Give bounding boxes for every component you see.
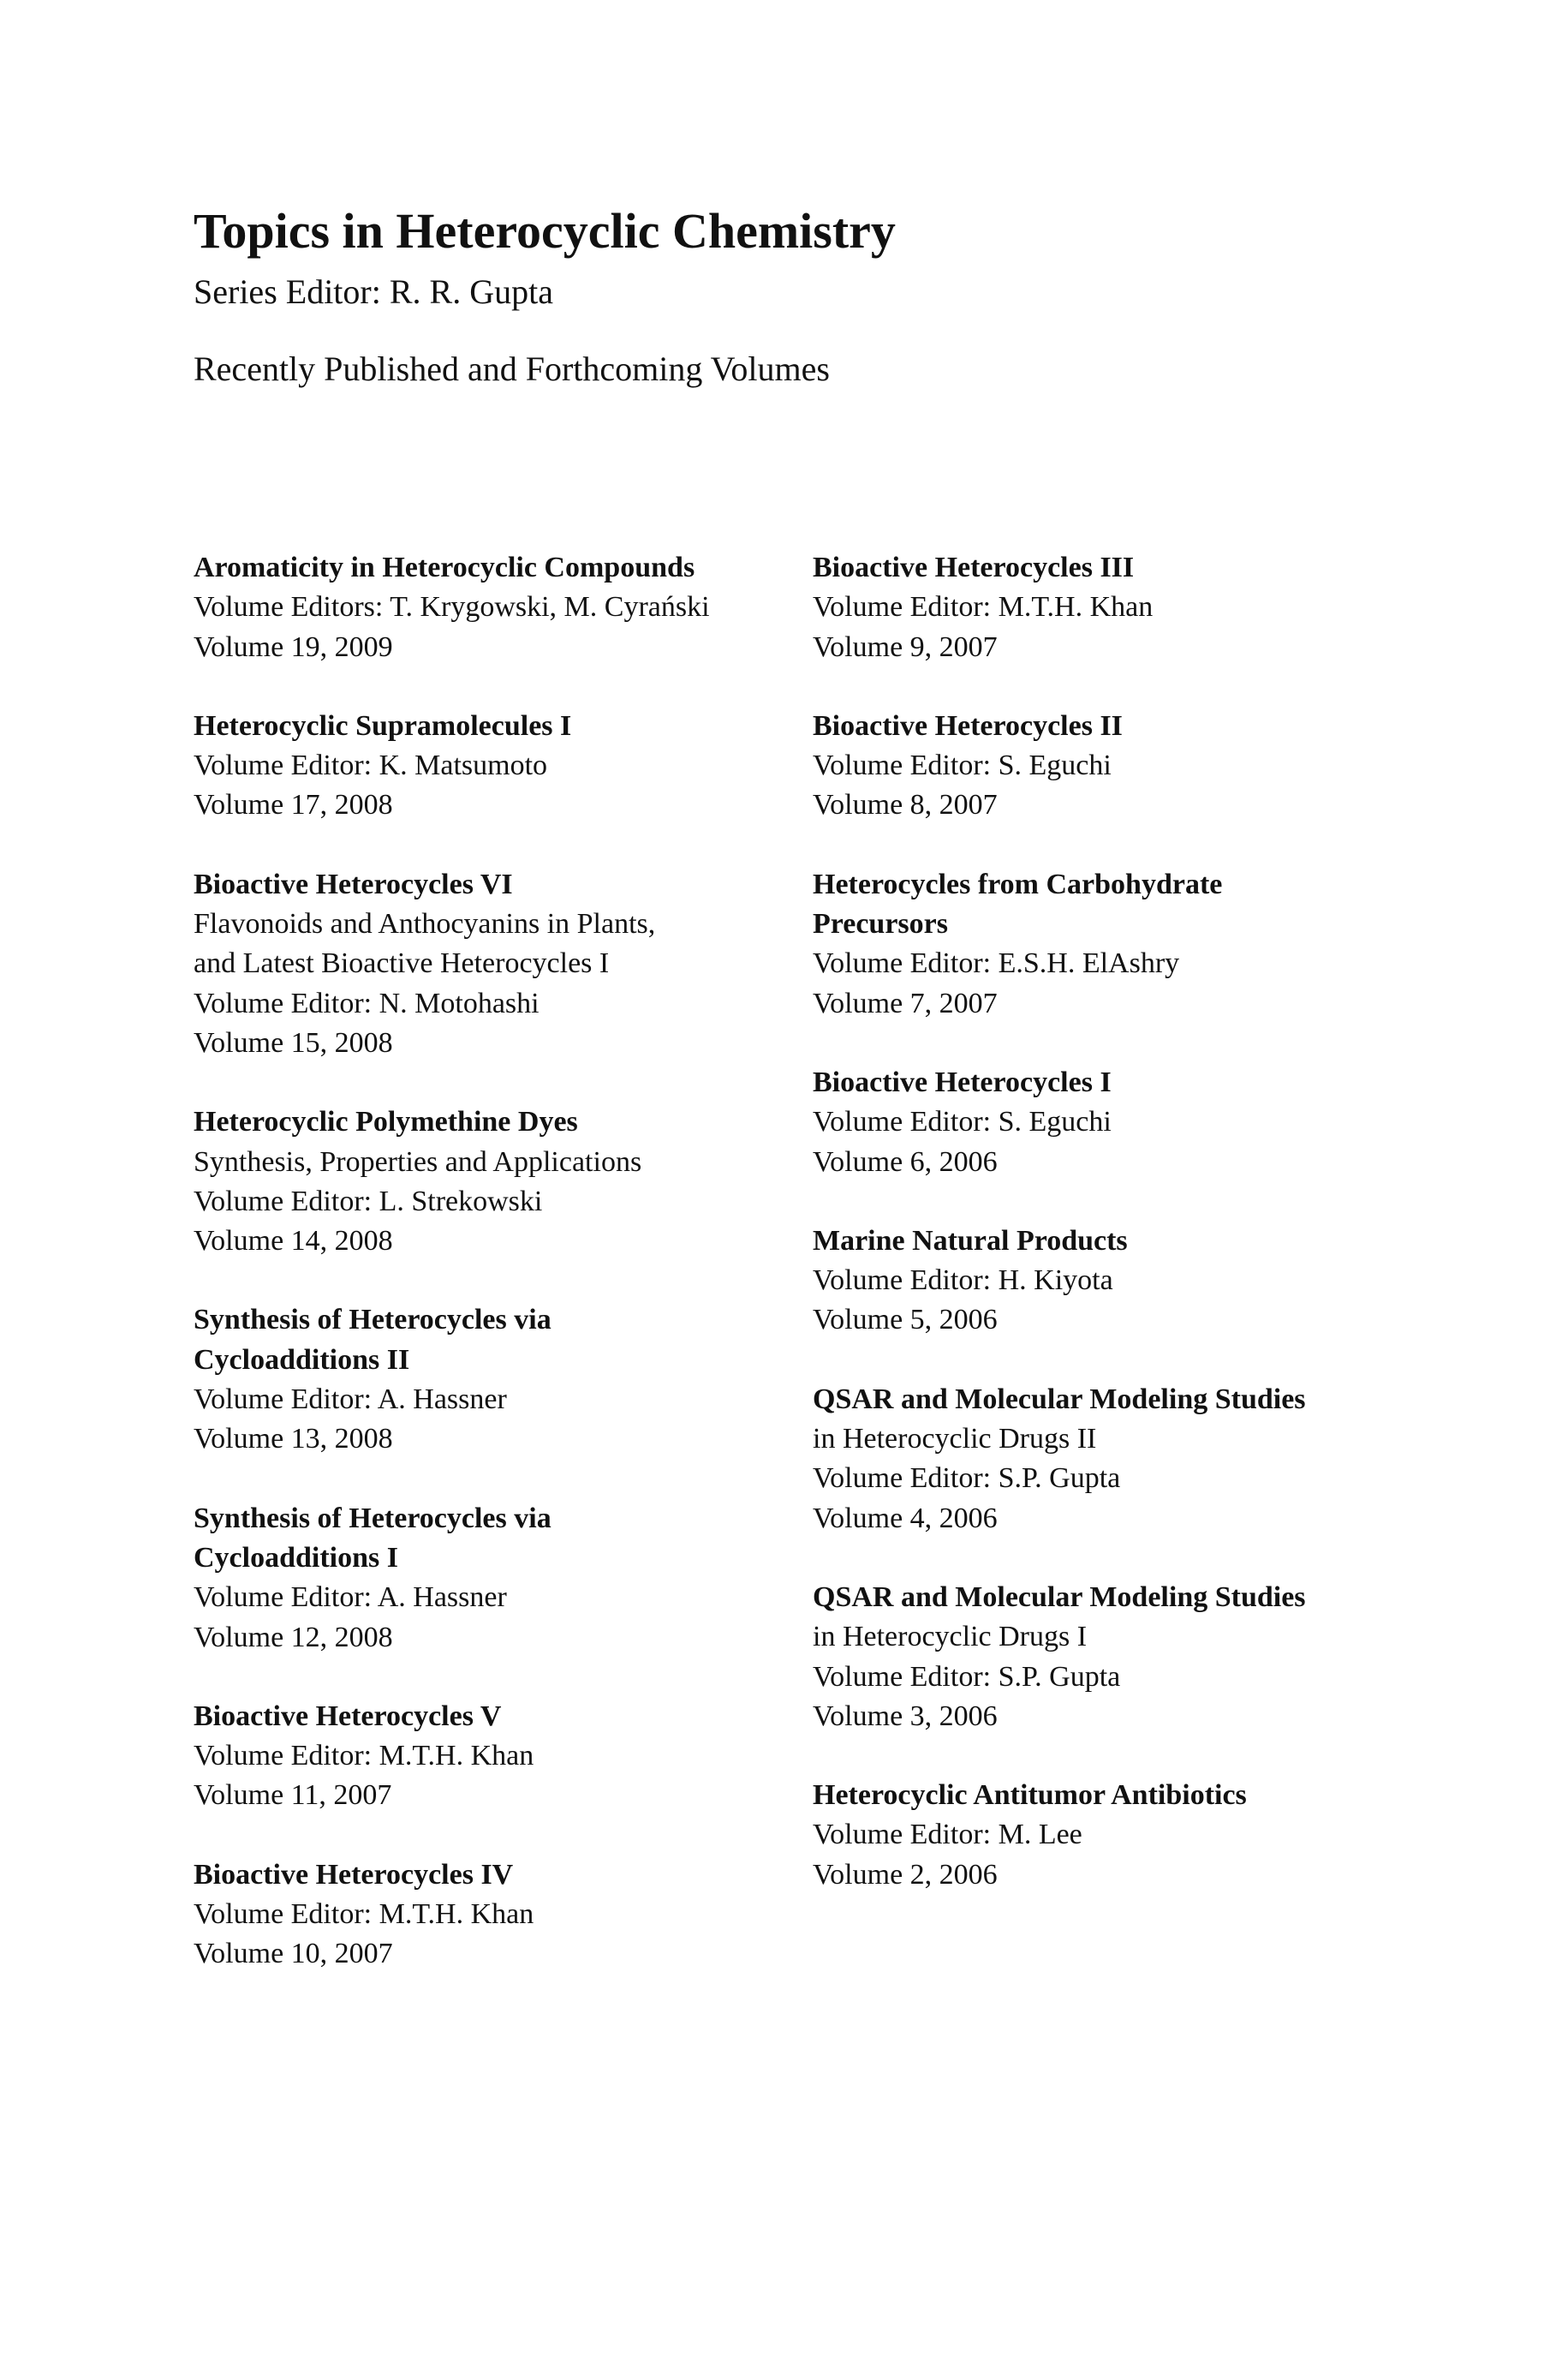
volume-entry <box>813 1380 1412 1539</box>
volume-title: Heterocycles from Carbohydrate <box>813 868 1223 900</box>
series-title: Topics in Heterocyclic Chemistry <box>194 203 896 259</box>
volume-title: Precursors <box>813 908 948 941</box>
volume-detail: Volume Editor: M.T.H. Khan <box>194 1898 534 1931</box>
volume-title: Heterocyclic Polymethine Dyes <box>194 1106 578 1138</box>
volume-entry <box>194 1300 793 1459</box>
volume-title: Bioactive Heterocycles V <box>194 1700 502 1732</box>
volume-title: Bioactive Heterocycles IV <box>194 1858 514 1891</box>
volume-detail: Volume Editor: M.T.H. Khan <box>813 591 1154 624</box>
volume-detail: Volume Editors: T. Krygowski, M. Cyrański <box>194 591 710 624</box>
volume-detail: and Latest Bioactive Heterocycles I <box>194 947 610 980</box>
volume-detail: Volume 2, 2006 <box>813 1858 998 1891</box>
volume-title: QSAR and Molecular Modeling Studies <box>813 1580 1306 1613</box>
volume-entry <box>194 548 793 667</box>
volume-detail: Volume Editor: A. Hassner <box>194 1383 507 1416</box>
volume-detail: Volume Editor: L. Strekowski <box>194 1185 543 1217</box>
volume-title: Cycloadditions II <box>194 1343 410 1376</box>
volume-title: Bioactive Heterocycles III <box>813 552 1135 583</box>
left-volume-column <box>194 548 793 2014</box>
volume-title: Aromaticity in Heterocyclic Compounds <box>194 552 695 583</box>
volume-title: Synthesis of Heterocycles via <box>194 1304 551 1336</box>
volume-detail: Volume Editor: S.P. Gupta <box>813 1660 1121 1693</box>
volume-entry <box>813 548 1412 667</box>
volume-entry <box>813 707 1412 826</box>
volume-entry <box>813 1222 1412 1341</box>
volume-entry <box>194 865 793 1063</box>
volume-title: QSAR and Molecular Modeling Studies <box>813 1383 1306 1415</box>
volume-entry <box>813 1776 1412 1895</box>
volume-detail: Volume 19, 2009 <box>194 630 393 663</box>
volume-detail: Volume 12, 2008 <box>194 1621 393 1653</box>
volume-detail: Volume 14, 2008 <box>194 1225 393 1258</box>
volume-detail: Volume 13, 2008 <box>194 1423 393 1455</box>
volume-entry <box>813 865 1412 1024</box>
volume-detail: Volume 11, 2007 <box>194 1779 392 1812</box>
volume-entry <box>194 707 793 826</box>
series-editor: Series Editor: R. R. Gupta <box>194 272 553 311</box>
volume-title: Heterocyclic Supramolecules I <box>194 709 572 742</box>
right-volume-column <box>813 548 1412 1934</box>
volume-detail: Flavonoids and Anthocyanins in Plants, <box>194 908 656 941</box>
series-subtitle: Recently Published and Forthcoming Volumes <box>194 350 830 388</box>
volume-detail: Synthesis, Properties and Applications <box>194 1145 642 1178</box>
volume-detail: Volume Editor: H. Kiyota <box>813 1264 1113 1297</box>
volume-detail: Volume Editor: S.P. Gupta <box>813 1462 1121 1495</box>
volume-detail: Volume 8, 2007 <box>813 789 998 822</box>
volume-detail: Volume Editor: E.S.H. ElAshry <box>813 947 1180 980</box>
volume-detail: Volume 6, 2006 <box>813 1145 998 1178</box>
volume-detail: in Heterocyclic Drugs II <box>813 1423 1097 1455</box>
volume-detail: Volume 17, 2008 <box>194 789 393 822</box>
volume-detail: Volume Editor: K. Matsumoto <box>194 750 548 782</box>
volume-detail: Volume Editor: M.T.H. Khan <box>194 1740 534 1772</box>
volume-title: Synthesis of Heterocycles via <box>194 1502 551 1534</box>
volume-detail: Volume Editor: A. Hassner <box>194 1581 507 1614</box>
volume-title: Bioactive Heterocycles II <box>813 709 1123 742</box>
volume-detail: Volume 15, 2008 <box>194 1026 393 1059</box>
volume-title: Cycloadditions I <box>194 1541 398 1574</box>
volume-detail: Volume Editor: S. Eguchi <box>813 1106 1112 1138</box>
volume-detail: Volume 5, 2006 <box>813 1304 998 1336</box>
volume-entry <box>194 1855 793 1975</box>
volume-title: Marine Natural Products <box>813 1224 1128 1257</box>
volume-detail: Volume 4, 2006 <box>813 1502 998 1534</box>
volume-entry <box>813 1578 1412 1736</box>
volume-detail: Volume Editor: M. Lee <box>813 1819 1082 1851</box>
volume-detail: Volume 10, 2007 <box>194 1938 393 1970</box>
volume-detail: Volume 7, 2007 <box>813 987 998 1019</box>
volume-entry <box>194 1102 793 1261</box>
volume-detail: Volume 9, 2007 <box>813 630 998 663</box>
volume-title: Bioactive Heterocycles I <box>813 1066 1112 1098</box>
volume-title: Heterocyclic Antitumor Antibiotics <box>813 1779 1247 1812</box>
volume-entry <box>194 1499 793 1658</box>
volume-title: Bioactive Heterocycles VI <box>194 868 513 900</box>
volume-detail: in Heterocyclic Drugs I <box>813 1621 1088 1653</box>
volume-entry <box>813 1063 1412 1182</box>
volume-detail: Volume Editor: S. Eguchi <box>813 750 1112 782</box>
volume-detail: Volume Editor: N. Motohashi <box>194 987 540 1019</box>
volume-entry <box>194 1697 793 1816</box>
volume-detail: Volume 3, 2006 <box>813 1700 998 1732</box>
